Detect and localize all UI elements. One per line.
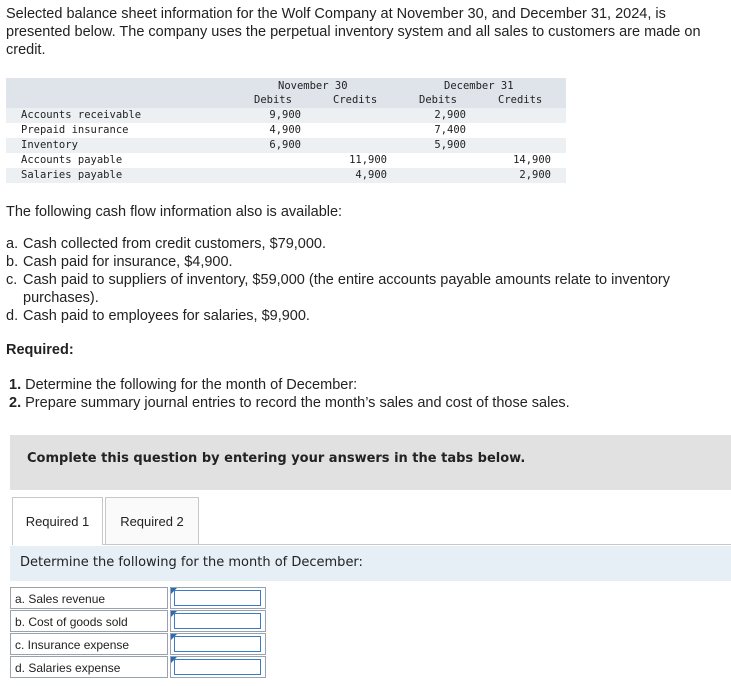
row-label: Salaries payable [21, 169, 123, 181]
col-header-debits-dec: Debits [419, 94, 457, 106]
col-header-credits-nov: Credits [333, 94, 378, 106]
tab-instruction-bar [10, 546, 731, 581]
nov-debit-cell: 6,900 [269, 139, 301, 151]
dec-credit-cell: 14,900 [513, 154, 551, 166]
dec-debit-cell: 2,900 [434, 109, 466, 121]
row-label: Accounts receivable [21, 109, 142, 121]
dec-debit-cell: 5,900 [434, 139, 466, 151]
list-item [6, 271, 731, 307]
dec-credit-cell: 2,900 [519, 169, 551, 181]
step-item [9, 376, 570, 394]
col-header-credits-dec: Credits [498, 94, 543, 106]
answer-cell [170, 587, 266, 609]
nov-debit-cell: 9,900 [269, 109, 301, 121]
list-item-text: Cash paid for insurance, $4,900. [23, 254, 233, 270]
salaries-expense-input[interactable] [174, 659, 261, 675]
dec-debit-cell: 7,400 [434, 124, 466, 136]
period-header-dec: December 31 [444, 80, 514, 92]
problem-intro: Selected balance sheet information for the Wolf Company at November 30, and December 31, 2024, is presented below. The company uses the perpetual inventory system and all sales to customers are made on credit. [6, 6, 701, 58]
answer-label: b. Cost of goods sold [10, 610, 168, 632]
step-text: Determine the following for the month of December: [25, 377, 358, 393]
tab-required-1[interactable]: Required 1 [12, 497, 103, 545]
list-item-text: Cash collected from credit customers, $79,000. [23, 236, 327, 252]
row-label: Accounts payable [21, 154, 123, 166]
answer-label: a. Sales revenue [10, 587, 168, 609]
cash-flow-list [6, 235, 731, 325]
row-label: Prepaid insurance [21, 124, 129, 136]
step-number: 1. [9, 377, 22, 393]
tab-divider [103, 544, 731, 545]
cash-flow-intro: The following cash flow information also is available: [6, 204, 343, 220]
nov-debit-cell: 4,900 [269, 124, 301, 136]
balance-sheet-table [6, 78, 566, 186]
list-item-text: Cash paid to suppliers of inventory, $59,000 (the entire accounts payable amounts relate to inventory purchases). [23, 272, 670, 306]
tab-required-2[interactable]: Required 2 [105, 497, 199, 545]
answer-cell [170, 610, 266, 632]
answer-label: c. Insurance expense [10, 633, 168, 655]
nov-credit-cell: 11,900 [349, 154, 387, 166]
nov-credit-cell: 4,900 [355, 169, 387, 181]
list-item-label: a. [6, 236, 19, 252]
step-text: Prepare summary journal entries to record the month’s sales and cost of those sales. [25, 395, 570, 411]
cost-of-goods-sold-input[interactable] [174, 613, 261, 629]
instructions-banner [10, 435, 731, 490]
required-steps [9, 376, 570, 412]
row-label: Inventory [21, 139, 78, 151]
insurance-expense-input[interactable] [174, 636, 261, 652]
list-item [6, 235, 731, 253]
list-item-label: b. [6, 254, 19, 270]
step-item [9, 394, 570, 412]
list-item-label: c. [6, 272, 18, 288]
banner-text: Complete this question by entering your answers in the tabs below. [27, 451, 526, 466]
list-item-label: d. [6, 308, 19, 324]
answer-cell [170, 656, 266, 678]
list-item-text: Cash paid to employees for salaries, $9,900. [23, 308, 310, 324]
answer-cell [170, 633, 266, 655]
answer-label: d. Salaries expense [10, 656, 168, 678]
col-header-debits-nov: Debits [254, 94, 292, 106]
required-heading: Required: [6, 342, 74, 358]
list-item [6, 253, 731, 271]
period-header-nov: November 30 [278, 80, 348, 92]
sales-revenue-input[interactable] [174, 590, 261, 606]
step-number: 2. [9, 395, 22, 411]
list-item [6, 307, 731, 325]
tab-instruction-text: Determine the following for the month of December: [20, 555, 363, 570]
